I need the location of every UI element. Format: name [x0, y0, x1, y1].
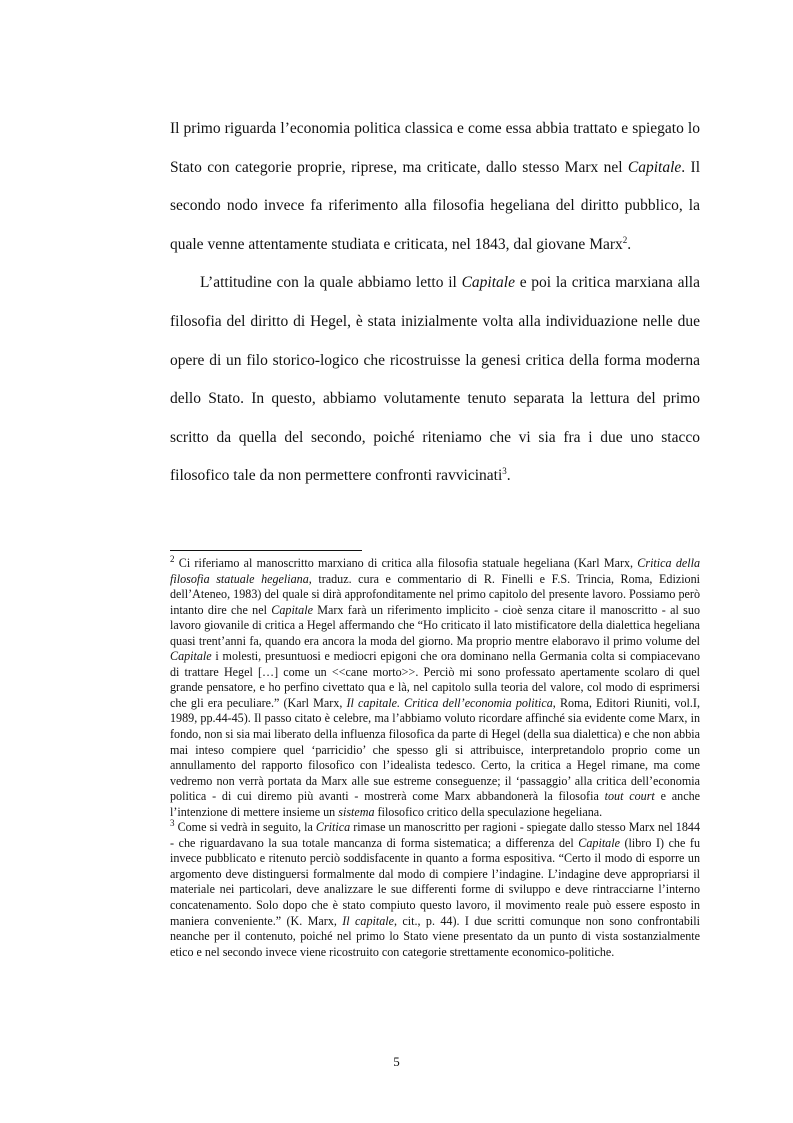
- footnote-separator: [170, 550, 362, 551]
- footnote-number: 3: [170, 818, 175, 829]
- main-text: [170, 110, 700, 496]
- text-run: Come si vedrà in seguito, la: [174, 820, 316, 835]
- text-run: e poi la critica marxiana alla filosofia del diritto di Hegel, è stata inizialmente volta alla individuazione nelle due opere di un filo storico-logico che ricostruisse la genesi critica della forma moderna dello Stato. In questo, abbiamo volutamente tenuto separata la lettura del primo scritto da quella del secondo, poiché riteniamo che vi sia fra i due uno stacco filosofico tale da non permettere confronti ravvicinati: [170, 274, 700, 485]
- italic-run: Capitale: [170, 649, 212, 664]
- footnote-ref-2[interactable]: 2: [622, 234, 628, 245]
- text-run: rimase un manoscritto per ragioni - spiegate dallo stesso Marx nel 1844 - che riguardavano la sua totale mancanza di forma sistematica; a differenza del: [170, 820, 700, 850]
- paragraph-2: [170, 264, 700, 496]
- footnotes: [170, 553, 701, 960]
- italic-run: Critica della filosofia statuale hegeliana: [170, 556, 700, 586]
- italic-run: Capitale: [271, 602, 313, 617]
- italic-run: tout court: [604, 789, 655, 804]
- text-run: .: [627, 235, 632, 253]
- italic-run: sistema: [338, 804, 375, 819]
- italic-run: Capitale: [578, 835, 620, 850]
- italic-run: Critica: [315, 820, 351, 835]
- text-run: .: [506, 467, 511, 485]
- text-run: filosofico critico della speculazione hegeliana.: [374, 804, 603, 819]
- text-run: Il primo riguarda l’economia politica classica e come essa abbia trattato e spiegato lo Stato con categorie proprie, riprese, ma criticate, dallo stesso Marx nel: [170, 120, 700, 176]
- text-run: i molesti, presuntuosi e mediocri epigoni che ora dominano nella Germania colta si compiacevano di trattare Hegel […] come un <<cane morto>>. Perciò mi sono professato apertamente scolaro di quel grande pensatore, e ho perfino civettato qua e là, nel capitolo sulla teoria del valore, col modo di esprimersi che gli era peculiare.” (Karl Marx,: [170, 649, 700, 710]
- footnote-ref-3[interactable]: 3: [502, 466, 507, 477]
- text-run: , cit., p. 44). I due scritti comunque non sono confrontabili neanche per il contenuto, poiché nel primo lo Stato viene presentato da un punto di vista sostanzialmente etico e nel secondo invece viene ricostruito con categorie strettamente economico-politiche.: [170, 913, 701, 959]
- book-title: Capitale: [627, 158, 682, 176]
- italic-run: Il capitale. Critica dell’economia politica: [346, 695, 553, 710]
- text-run: Ci riferiamo al manoscritto marxiano di critica alla filosofia statuale hegeliana (Karl Marx,: [174, 556, 638, 570]
- text-run: (libro I) che fu invece pubblicato e ritenuto perciò soddisfacente in quanto a forma espositiva. “Certo il modo di esporre un argomento deve distinguersi formalmente dal modo di compiere l’indagine. L’indagine deve appropriarsi il materiale nei particolari, deve analizzare le sue differenti forme di sviluppo e deve rintracciarne l’interno concatenamento. Solo dopo che è stato compiuto questo lavoro, il movimento reale può essere esposto in maniera conveniente.” (K. Marx,: [170, 835, 700, 928]
- footnote-2: [170, 553, 701, 820]
- text-run: , traduz. cura e commentario di R. Finelli e F.S. Trincia, Roma, Edizioni dell’Ateneo, 1983) del quale si dirà approfonditamente nel primo capitolo del presente lavoro. Possiamo però intanto dire che nel: [170, 571, 701, 617]
- text-run: . Il secondo nodo invece fa riferimento alla filosofia hegeliana del diritto pubblico, la quale venne attentamente studiata e criticata, nel 1843, dal giovane Marx: [170, 158, 700, 253]
- page-number: 5: [393, 1054, 400, 1069]
- footnote-number: 2: [170, 553, 175, 564]
- text-run: e anche l’intenzione di mettere insieme un: [170, 789, 700, 819]
- footnote-3: [170, 820, 700, 960]
- text-run: L’attitudine con la quale abbiamo letto il: [200, 274, 462, 292]
- italic-run: Il capitale: [342, 913, 395, 928]
- text-run: , Roma, Editori Riuniti, vol.I, 1989, pp.44-45). Il passo citato è celebre, ma l’abbiamo voluto ricordare affinché sia evidente come Marx, in fondo, non si sia mai liberato della influenza filosofica da parte di Hegel (della sua dialettica) e che non abbia mai inteso compiere quel ‘parricidio’ che spesso gli si attribuisce, interpretandolo proprio come un annullamento del rapporto filosofico con l’idealista tedesco. Certo, la critica a Hegel rimane, ma come vedremo non verrà portata da Marx alle sue estreme conseguenze; il ‘passaggio’ alla critica dell’economia politica - di cui diremo più avanti - mostrerà come Marx abbandonerà la filosofia: [170, 695, 700, 804]
- text-run: Marx farà un riferimento implicito - cioè senza citare il manoscritto - al suo lavoro giovanile di critica a Hegel affermando che “Ho criticato il lato mistificatore della dialettica hegeliana quasi trent’anni fa, quando era ancora la moda del giorno. Ma proprio mentre elaboravo il primo volume del: [170, 602, 700, 648]
- book-title: Capitale: [461, 274, 515, 292]
- paragraph-1: [170, 110, 700, 264]
